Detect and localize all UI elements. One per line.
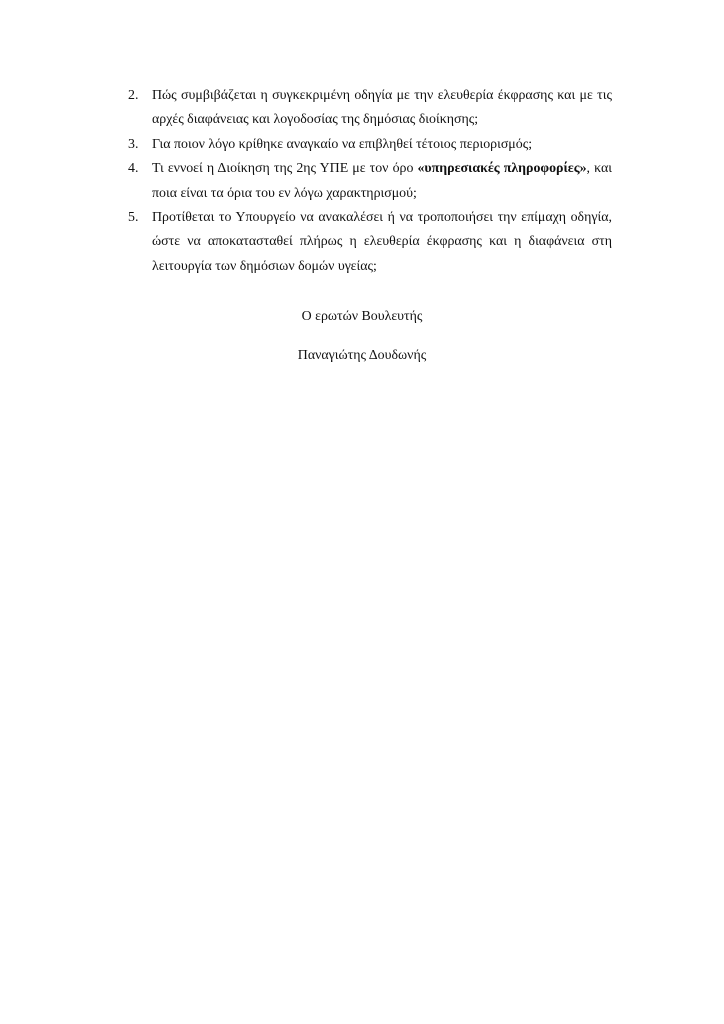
question-text — [152, 157, 612, 206]
signature-title: Ο ερωτών Βουλευτής — [301, 309, 423, 324]
question-text: Προτίθεται το Υπουργείο να ανακαλέσει ή να τροποποιήσει την επίμαχη οδηγία, ώστε να αποκατασταθεί πλήρως η ελευθερία έκφρασης και η διαφάνεια στη λειτουργία των δημόσιων δομών υγείας; — [152, 210, 612, 274]
signature-name: Παναγιώτης Δουδωνής — [297, 348, 427, 363]
question-number: 3. — [128, 136, 139, 152]
question-item-2 — [128, 84, 612, 133]
question-list — [128, 84, 612, 279]
question-number: 5. — [128, 210, 139, 226]
question-number: 2. — [128, 88, 139, 103]
emphasized-term: «υπηρεσιακές πληροφορίες» — [417, 161, 587, 177]
question-number: 4. — [128, 161, 139, 177]
question-item-3 — [128, 133, 612, 157]
question-item-4 — [128, 157, 612, 206]
question-item-5 — [128, 206, 612, 279]
question-text: Για ποιον λόγο κρίθηκε αναγκαίο να επιβληθεί τέτοιος περιορισμός; — [152, 136, 533, 152]
question-text-after-term: , και ποια είναι τα όρια του εν λόγω χαρακτηρισμού; — [152, 161, 612, 201]
question-text-before-term: Τι εννοεί η Διοίκηση της 2ης ΥΠΕ με τον όρο — [152, 161, 418, 177]
question-text: Πώς συμβιβάζεται η συγκεκριμένη οδηγία με την ελευθερία έκφρασης και με τις αρχές διαφάνειας και λογοδοσίας της δημόσιας διοίκησης; — [152, 88, 612, 128]
